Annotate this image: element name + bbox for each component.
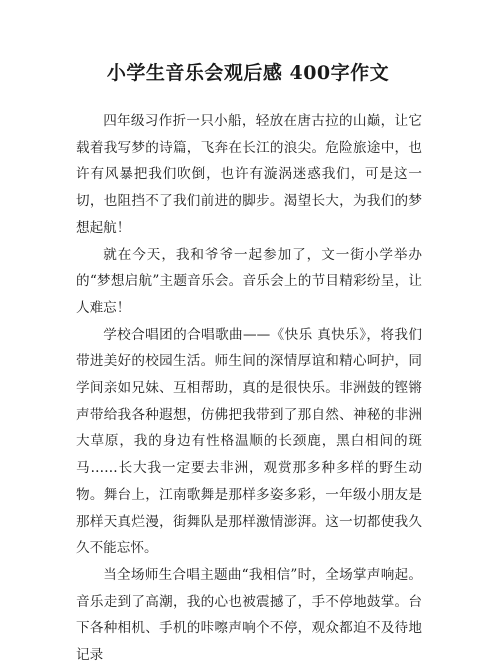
paragraph: 学校合唱团的合唱歌曲——《快乐 真快乐》，将我们带进美好的校园生活。师生间的深情厚谊和精心呵护，同学间亲如兄妹、互相帮助，真的是很快乐。非洲鼓的铿锵声带给我各种遐想，仿佛把我带到了那自然、神秘的非洲大草原，我的身边有性格温顺的长颈鹿，黑白相间的斑马……长大我一定要去非洲，观赏那多种多样的野生动物。舞台上，江南歌舞是那样多姿多彩，一年级小朋友是那样天真烂漫，街舞队是那样激情澎湃。这一切都使我久久不能忘怀。: [76, 326, 422, 557]
document-title: 小学生音乐会观后感 400字作文: [106, 62, 390, 84]
document-body: [76, 108, 422, 669]
paragraph: 当全场师生合唱主题曲“我相信”时，全场掌声响起。音乐走到了高潮，我的心也被震撼了，手不停地鼓掌。台下各种相机、手机的咔嚓声响个不停，观众都迫不及待地记录: [76, 566, 422, 664]
paragraph: 就在今天，我和爷爷一起参加了，文一街小学举办的“梦想启航”主题音乐会。音乐会上的节目精彩纷呈，让人难忘！: [76, 246, 422, 316]
paragraph: 四年级习作折一只小船，轻放在唐古拉的山巅，让它载着我写梦的诗篇，飞奔在长江的浪尖。危险旅途中，也许有风暴把我们吹倒，也许有漩涡迷惑我们，可是这一切，也阻挡不了我们前进的脚步。渴望长大，为我们的梦想起航！: [76, 113, 422, 236]
